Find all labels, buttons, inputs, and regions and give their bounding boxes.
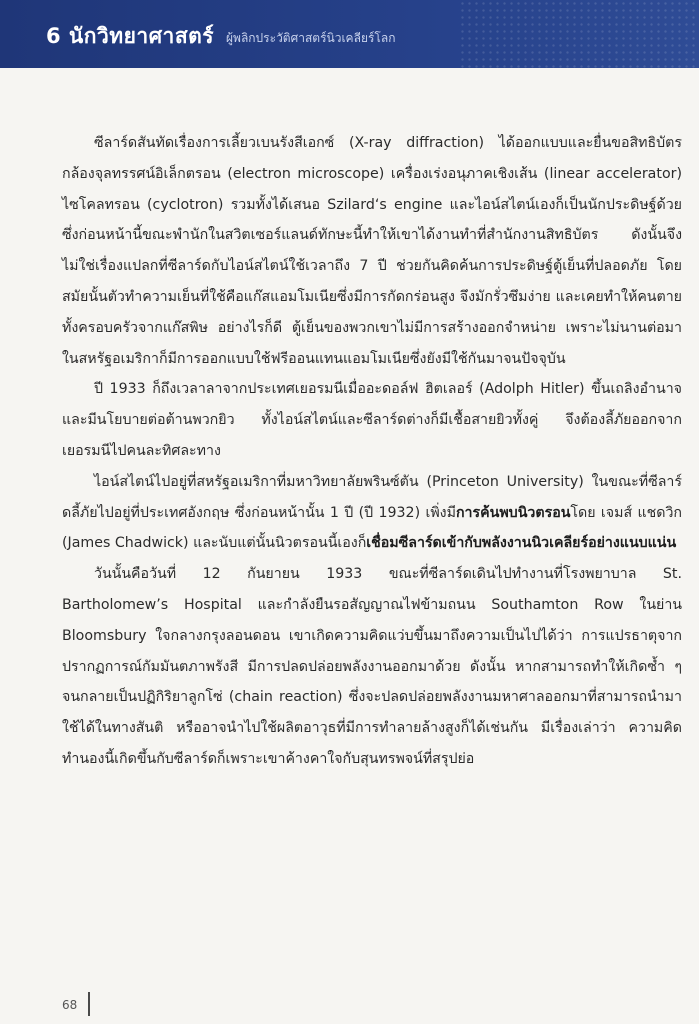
paragraph-3-text-a: ไอน์สไตน์ไปอยู่ที่สหรัฐอเมริกาที่มหาวิทยาลัยพรินซ์ตัน (Princeton University) ในขณะที่ซีลาร์ดลี้ภัยไปอยู่ที่ประเทศอังกฤษ ซึ่งก่อนหน้านั้น 1 ปี (ปี 1932) เพิ่งมี <box>62 473 682 521</box>
page-number: 68 <box>62 998 78 1012</box>
book-subtitle: ผู้พลิกประวัติศาสตร์นิวเคลียร์โลก <box>226 31 396 45</box>
paragraph-3-bold-a: การค้นพบนิวตรอน <box>455 504 571 521</box>
paragraph-3-text-b: โดย เจมส์ แชดวิก (James Chadwick) และนับแต่นั้นนิวตรอนนี้เองก็ <box>62 504 683 552</box>
footer-divider <box>88 992 90 1016</box>
body-text <box>62 128 682 775</box>
page-header <box>0 0 699 68</box>
paragraph-3-bold-b: เชื่อมซีลาร์ดเข้ากับพลังงานนิวเคลียร์อย่างแนบแน่น <box>366 535 677 552</box>
paragraph-3 <box>62 467 682 559</box>
paragraph-1: ซีลาร์ดสันทัดเรื่องการเลี้ยวเบนรังสีเอกซ์ (X-ray diffraction) ได้ออกแบบและยื่นขอสิทธิบัตรกล้องจุลทรรศน์อิเล็กตรอน (electron microscope) เครื่องเร่งอนุภาคเชิงเส้น (linear accelerator) ไซโคลทรอน (cyclotron) รวมทั้งได้เสนอ Szilard‘s engine และไอน์สไตน์เองก็เป็นนักประดิษฐ์ด้วย ซึ่งก่อนหน้านี้ขณะพำนักในสวิตเซอร์แลนด์ทักษะนี้ทำให้เขาได้งานทำที่สำนักงานสิทธิบัตร ดังนั้นจึงไม่ใช่เรื่องแปลกที่ซีลาร์ดกับไอน์สไตน์ใช้เวลาถึง 7 ปี ช่วยกันคิดค้นการประดิษฐ์ตู้เย็นที่ปลอดภัย โดยสมัยนั้นตัวทำความเย็นที่ใช้คือแก๊สแอมโมเนียซึ่งมีการกัดกร่อนสูง จึงมักรั่วซึมง่าย และเคยทำให้คนตายทั้งครอบครัวจากแก๊สพิษ อย่างไรก็ดี ตู้เย็นของพวกเขาไม่มีการสร้างออกจำหน่าย เพราะไม่นานต่อมาในสหรัฐอเมริกาก็มีการออกแบบใช้ฟรีออนแทนแอมโมเนียซึ่งยังมีใช้กันมาจนปัจจุบัน <box>62 135 682 367</box>
paragraph-2: ปี 1933 ก็ถึงเวลาลาจากประเทศเยอรมนีเมื่ออะดอล์ฟ ฮิตเลอร์ (Adolph Hitler) ขึ้นเถลิงอำนาจ และมีนโยบายต่อต้านพวกยิว ทั้งไอน์สไตน์และซีลาร์ดต่างก็มีเชื้อสายยิวทั้งคู่ จึงต้องลี้ภัยออกจากเยอรมนีไปคนละทิศละทาง <box>62 381 682 459</box>
paragraph-4: วันนั้นคือวันที่ 12 กันยายน 1933 ขณะที่ซีลาร์ดเดินไปทำงานที่โรงพยาบาล St. Bartholomew’s Hospital และกำลังยืนรอสัญญาณไฟข้ามถนน Southamton Row ในย่าน Bloomsbury ใจกลางกรุงลอนดอน เขาเกิดความคิดแว่บขึ้นมาถึงความเป็นไปได้ว่า การแปรธาตุจากปรากฏการณ์กัมมันตภาพรังสี มีการปลดปล่อยพลังงานออกมาด้วย ดังนั้น หากสามารถทำให้เกิดซ้ำ ๆ จนกลายเป็นปฏิกิริยาลูกโซ่ (chain reaction) ซึ่งจะปลดปล่อยพลังงานมหาศาลออกมาที่สามารถนำมาใช้ได้ในทางสันติ หรืออาจนำไปใช้ผลิตอาวุธที่มีการทำลายล้างสูงก็ได้เช่นกัน มีเรื่องเล่าว่า ความคิดทำนองนี้เกิดขึ้นกับซีลาร์ดก็เพราะเขาค้างคาใจกับสุนทรพจน์ที่สรุปย่อ <box>62 566 682 767</box>
book-title: 6 นักวิทยาศาสตร์ <box>46 24 215 48</box>
